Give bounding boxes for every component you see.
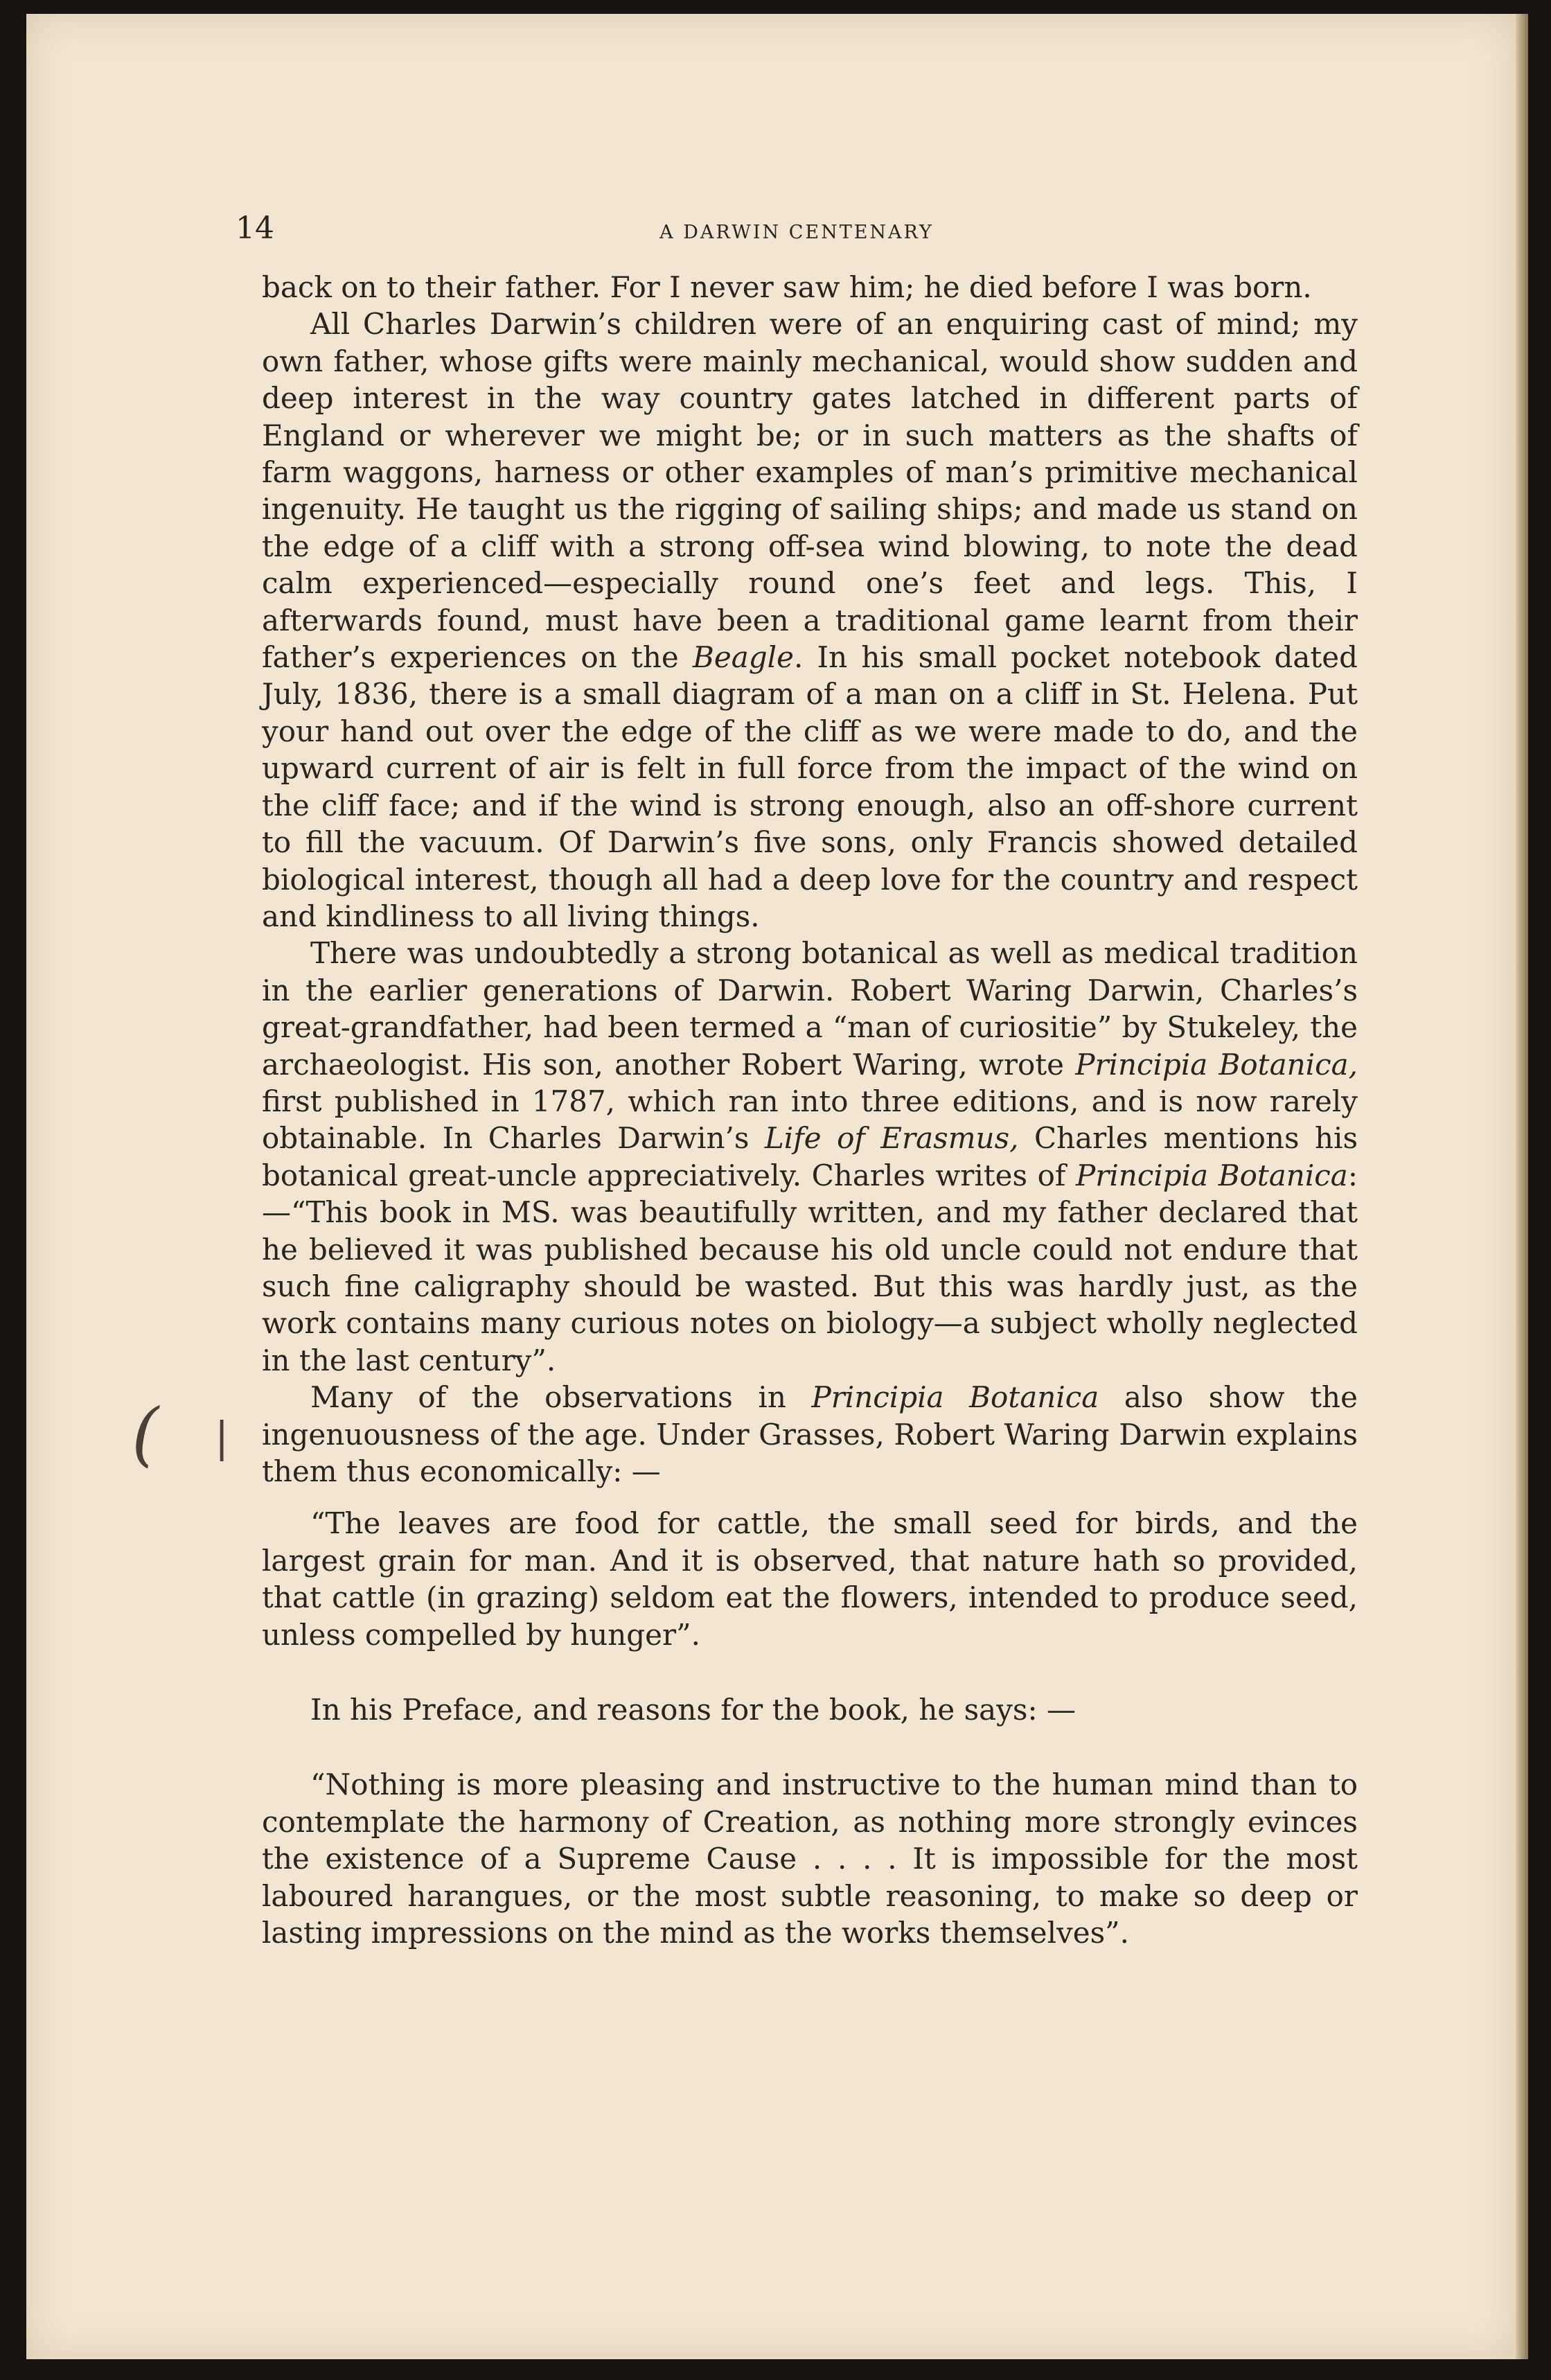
italic-title: Principia Botanica [811,1380,1099,1415]
text-run: also show the ingenuousness of the age. Under Grasses, Robert Waring Darwin explains them thus economically: — [262,1380,1358,1488]
text-run: In his Preface, and reasons for the book, he says: — [310,1693,1076,1727]
page-header [236,208,1358,249]
paragraph [262,1505,1358,1653]
body-text [262,269,1358,1951]
text-run: “Nothing is more pleasing and instructive to the human mind than to contemplate the harmony of Creation, as nothing more strongly evinces the existence of a Supreme Cause . . . . It is impossible for the most laboured harangues, or the most subtle reasoning, to make so deep or lasting impressions on the mind as the works themselves”. [262,1768,1358,1950]
text-run: first published in 1787, which ran into three editions, and is now rarely obtainable. In Charles Darwin’s [262,1084,1358,1156]
paragraph [262,935,1358,1379]
italic-title: Beagle [693,640,794,675]
paragraph [262,306,1358,935]
page-edge [1516,14,1528,2359]
paragraph [262,1691,1358,1728]
text-run: Charles mentions his botanical great-uncle appreciatively. Charles writes of [262,1121,1358,1192]
text-run: : —“This book in MS. was beautifully written, and my father declared that he believed it was published because his old uncle could not endure that such fine caligraphy should be wasted. But this was hardly just, as the work contains many curious notes on biology—a subject wholly neglected in the last century”. [262,1158,1358,1377]
margin-pencil-mark: ( [132,1393,159,1474]
margin-pencil-mark: | [215,1413,229,1462]
italic-title: Life of Erasmus, [764,1121,1019,1156]
paragraph [262,1766,1358,1951]
text-run: back on to their father. For I never saw him; he died before I was born. [262,270,1312,304]
italic-title: Principia Botanica, [1075,1047,1358,1082]
text-run: Many of the observations in [310,1380,812,1415]
text-run: There was undoubtedly a strong botanical as well as medical tradition in the earlier generations of Darwin. Robert Waring Darwin, Charles’s great-grandfather, had been termed a “man of curiositie” by Stukeley, the archaeologist. His son, another Robert Waring, wrote [262,936,1358,1082]
page-number: 14 [236,211,274,246]
paragraph [262,269,1358,306]
text-run: All Charles Darwin’s children were of an enquiring cast of mind; my own father, whose gifts were mainly mechanical, would show sudden and deep interest in the way country gates latched in different parts of England or wherever we might be; or in such matters as the shafts of farm waggons, harness or other examples of man’s primitive mechanical ingenuity. He taught us the rigging of sailing ships; and made us stand on the edge of a cliff with a strong off-sea wind blowing, to note the dead calm experienced—especially round one’s feet and legs. This, I afterwards found, must have been a traditional game learnt from their father’s experiences on the [262,307,1358,675]
running-head: A DARWIN CENTENARY [659,222,934,243]
text-run: “The leaves are food for cattle, the small seed for birds, and the largest grain for man. And it is observed, that nature hath so provided, that cattle (in grazing) seldom eat the flowers, intended to produce seed, unless compelled by hunger”. [262,1506,1358,1652]
paragraph [262,1379,1358,1490]
italic-title: Principia Botanica [1076,1158,1348,1192]
text-run: . In his small pocket notebook dated July, 1836, there is a small diagram of a man on a cliff in St. Helena. Put your hand out over the edge of the cliff as we were made to do, and the upward current of air is felt in full force from the impact of the wind on the cliff face; and if the wind is strong enough, also an off-shore current to fill the vacuum. Of Darwin’s five sons, only Francis showed detailed biological interest, though all had a deep love for the country and respect and kindliness to all living things. [262,640,1358,933]
